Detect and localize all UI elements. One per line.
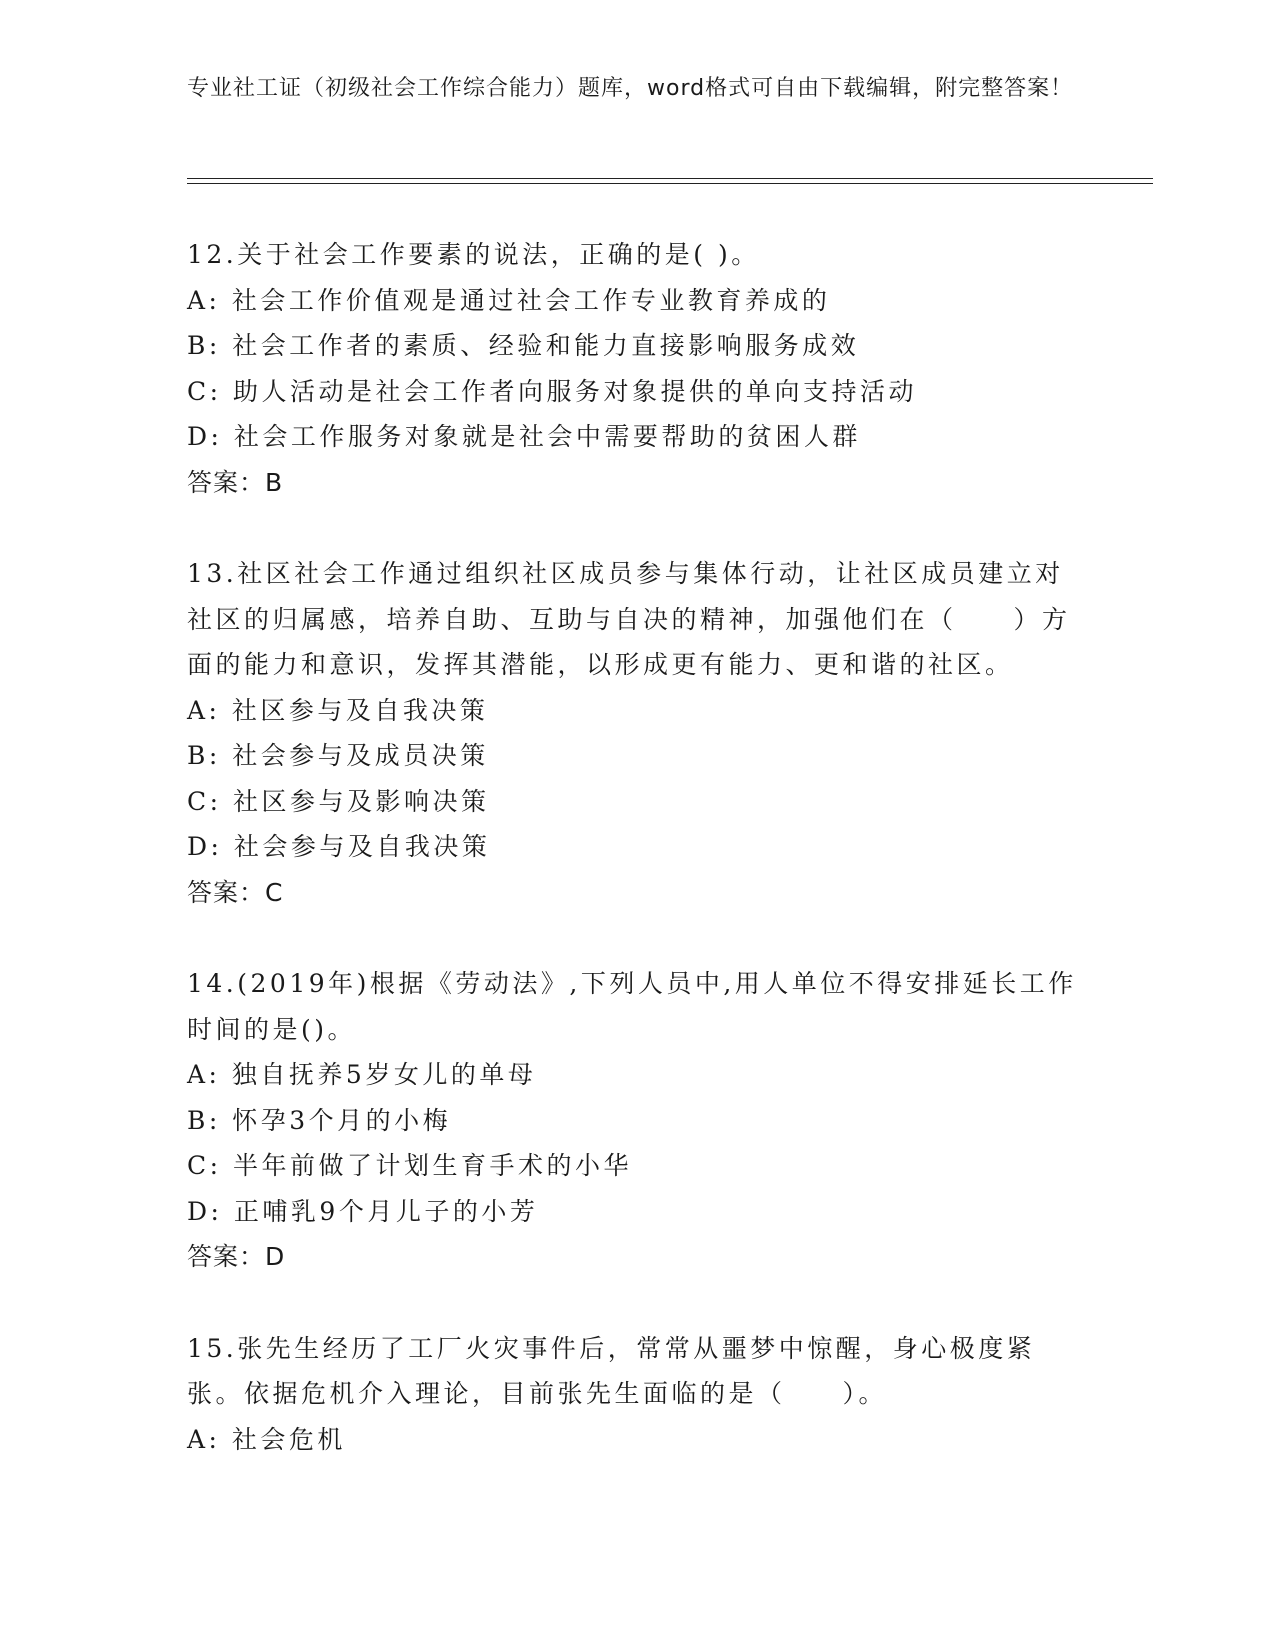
option-c: C: 半年前做了计划生育手术的小华 — [187, 1151, 632, 1180]
question-stem: 13.社区社会工作通过组织社区成员参与集体行动，让社区成员建立对社区的归属感，培养自助、互助与自决的精神，加强他们在（ ）方面的能力和意识，发挥其潜能，以形成更有能力、更和谐的社区。 — [187, 559, 1071, 679]
header-rule-bottom — [187, 183, 1153, 184]
header-rule-top — [187, 178, 1153, 179]
option-b: B: 社会工作者的素质、经验和能力直接影响服务成效 — [187, 331, 860, 360]
question-list — [187, 232, 1087, 1508]
option-c: C: 社区参与及影响决策 — [187, 786, 490, 816]
option-a: A: 独自抚养5岁女儿的单母 — [187, 1060, 537, 1089]
answer: 答案：B — [187, 467, 284, 497]
option-a: A: 社区参与及自我决策 — [187, 695, 489, 725]
option-a: A: 社会工作价值观是通过社会工作专业教育养成的 — [187, 285, 831, 315]
option-d: D: 正哺乳9个月儿子的小芳 — [187, 1196, 539, 1226]
option-b: B: 怀孕3个月的小梅 — [187, 1105, 452, 1135]
question-stem: 14.(2019年)根据《劳动法》,下列人员中,用人单位不得安排延长工作时间的是()。 — [187, 969, 1077, 1044]
question-14 — [187, 961, 1087, 1280]
question-12 — [187, 232, 1087, 505]
answer: 答案：C — [187, 877, 284, 907]
question-15 — [187, 1326, 1087, 1463]
option-a: A: 社会危机 — [187, 1424, 346, 1454]
option-d: D: 社会参与及自我决策 — [187, 832, 491, 861]
option-d: D: 社会工作服务对象就是社会中需要帮助的贫困人群 — [187, 422, 861, 451]
question-stem: 12.关于社会工作要素的说法，正确的是( )。 — [187, 240, 760, 269]
page-header: 专业社工证（初级社会工作综合能力）题库，word格式可自由下载编辑，附完整答案！ — [187, 76, 1074, 101]
option-c: C: 助人活动是社会工作者向服务对象提供的单向支持活动 — [187, 376, 918, 406]
question-stem: 15.张先生经历了工厂火灾事件后，常常从噩梦中惊醒，身心极度紧张。依据危机介入理论，目前张先生面临的是（ ）。 — [187, 1333, 1036, 1408]
option-b: B: 社会参与及成员决策 — [187, 741, 489, 770]
answer: 答案：D — [187, 1242, 286, 1271]
question-13 — [187, 551, 1087, 915]
